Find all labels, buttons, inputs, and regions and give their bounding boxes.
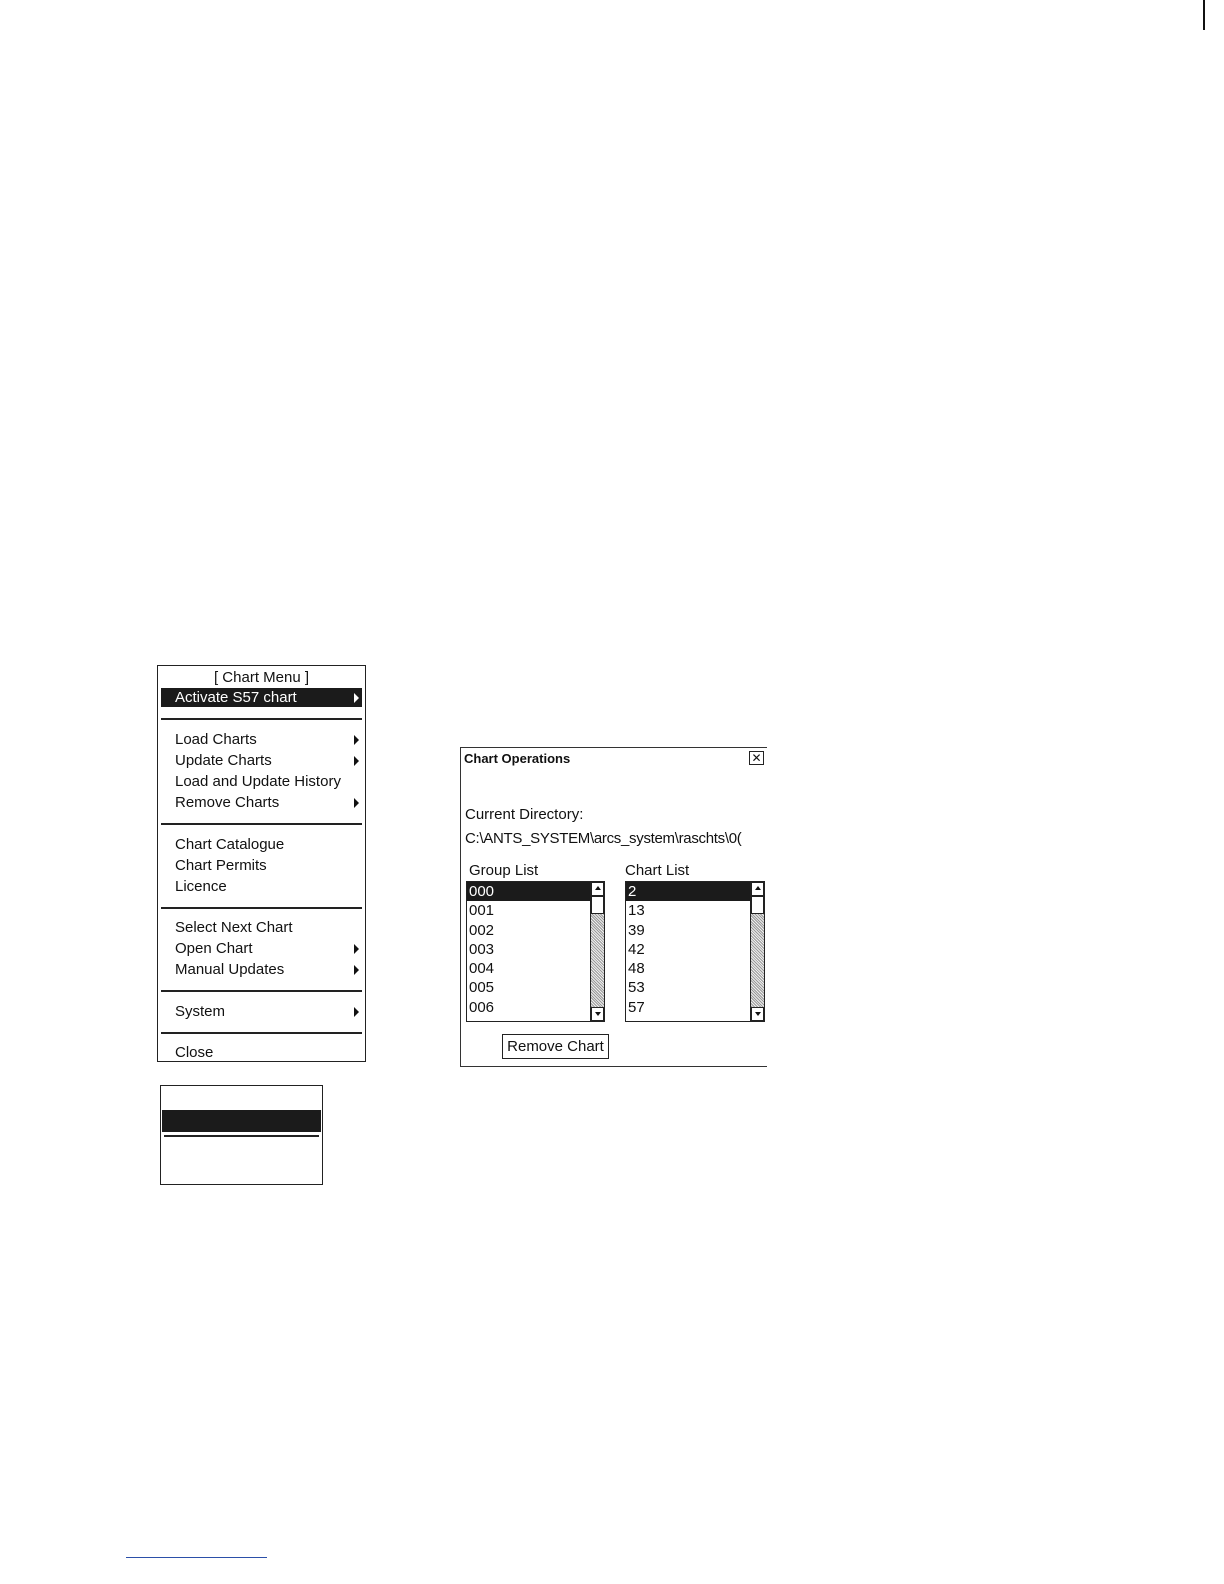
list-item[interactable]: 000 <box>467 882 604 901</box>
menu-item-remove-charts[interactable] <box>161 793 362 812</box>
submenu-arrow-icon <box>354 965 359 975</box>
group-list-scrollbar[interactable] <box>590 882 604 1021</box>
menu-item-label: Load Charts <box>175 731 257 748</box>
menu-item-update-charts[interactable] <box>161 751 362 770</box>
group-list[interactable] <box>466 881 605 1022</box>
chart-list-caption: Chart List <box>625 862 690 879</box>
submenu-arrow-icon <box>354 1007 359 1017</box>
scroll-down-icon[interactable] <box>751 1007 764 1021</box>
menu-item-label: Open Chart <box>175 940 253 957</box>
menu-item-label: Chart Catalogue <box>175 836 285 853</box>
menu-item-chart-catalogue[interactable] <box>161 835 362 854</box>
group-list-caption: Group List <box>469 862 539 879</box>
menu-item-label: Manual Updates <box>175 961 285 978</box>
list-item[interactable]: 39 <box>628 921 645 939</box>
menu-separator <box>161 907 362 909</box>
remove-chart-button[interactable]: Remove Chart <box>502 1034 609 1059</box>
list-item[interactable]: 2 <box>626 882 764 901</box>
menu-separator <box>161 823 362 825</box>
menu-item-label: Licence <box>175 878 227 895</box>
menu-item-load-and-update-history[interactable] <box>161 772 362 791</box>
list-item[interactable]: 004 <box>469 960 495 978</box>
menu-item-label: Close <box>175 1044 214 1061</box>
menu-item-label: Chart Permits <box>175 857 267 874</box>
submenu-arrow-icon <box>354 693 359 703</box>
chart-list-scrollbar[interactable] <box>750 882 764 1021</box>
blank-menu-sketch <box>160 1085 323 1185</box>
list-item[interactable]: 001 <box>469 902 495 920</box>
dialog-title: Chart Operations <box>464 751 571 766</box>
scroll-up-icon[interactable] <box>751 882 764 896</box>
list-item[interactable]: 42 <box>628 940 645 958</box>
chart-menu-title: [ Chart Menu ] <box>213 669 310 686</box>
chart-list[interactable] <box>625 881 765 1022</box>
menu-item-activate-s57-chart[interactable] <box>161 688 362 707</box>
scroll-thumb[interactable] <box>751 896 764 914</box>
menu-item-label: Select Next Chart <box>175 919 293 936</box>
menu-item-label: Remove Charts <box>175 794 280 811</box>
menu-separator <box>161 990 362 992</box>
menu-item-label: Update Charts <box>175 752 272 769</box>
page-edge-rule <box>1203 0 1205 30</box>
menu-item-system[interactable] <box>161 1002 362 1021</box>
current-directory-path: C:\ANTS_SYSTEM\arcs_system\raschts\0( <box>465 830 742 847</box>
footnote-rule <box>126 1557 267 1558</box>
submenu-arrow-icon <box>354 798 359 808</box>
list-item[interactable]: 53 <box>628 979 645 997</box>
menu-separator <box>164 1135 319 1137</box>
menu-item-load-charts[interactable] <box>161 730 362 749</box>
chart-operations-dialog <box>460 747 767 1067</box>
list-item[interactable]: 002 <box>469 921 495 939</box>
scroll-up-icon[interactable] <box>591 882 604 896</box>
menu-item-chart-permits[interactable] <box>161 856 362 875</box>
chart-menu <box>157 665 366 1062</box>
highlighted-row <box>162 1110 321 1132</box>
list-item[interactable]: 57 <box>628 998 645 1016</box>
menu-item-open-chart[interactable] <box>161 939 362 958</box>
menu-item-select-next-chart[interactable] <box>161 918 362 937</box>
menu-item-label: System <box>175 1003 226 1020</box>
list-item[interactable]: 13 <box>628 902 645 920</box>
list-item[interactable]: 003 <box>469 940 495 958</box>
current-directory-label: Current Directory: <box>465 806 584 823</box>
menu-item-manual-updates[interactable] <box>161 960 362 979</box>
menu-item-label: Activate S57 chart <box>175 689 297 706</box>
scroll-down-icon[interactable] <box>591 1007 604 1021</box>
list-item[interactable]: 006 <box>469 998 495 1016</box>
menu-item-close[interactable] <box>161 1043 362 1062</box>
submenu-arrow-icon <box>354 735 359 745</box>
list-item[interactable]: 005 <box>469 979 495 997</box>
list-item[interactable]: 48 <box>628 960 645 978</box>
submenu-arrow-icon <box>354 944 359 954</box>
menu-separator <box>161 718 362 720</box>
menu-item-licence[interactable] <box>161 877 362 896</box>
menu-item-label: Load and Update History <box>175 773 341 790</box>
menu-separator <box>161 1032 362 1034</box>
close-icon[interactable]: ✕ <box>749 751 764 765</box>
submenu-arrow-icon <box>354 756 359 766</box>
scroll-thumb[interactable] <box>591 896 604 914</box>
